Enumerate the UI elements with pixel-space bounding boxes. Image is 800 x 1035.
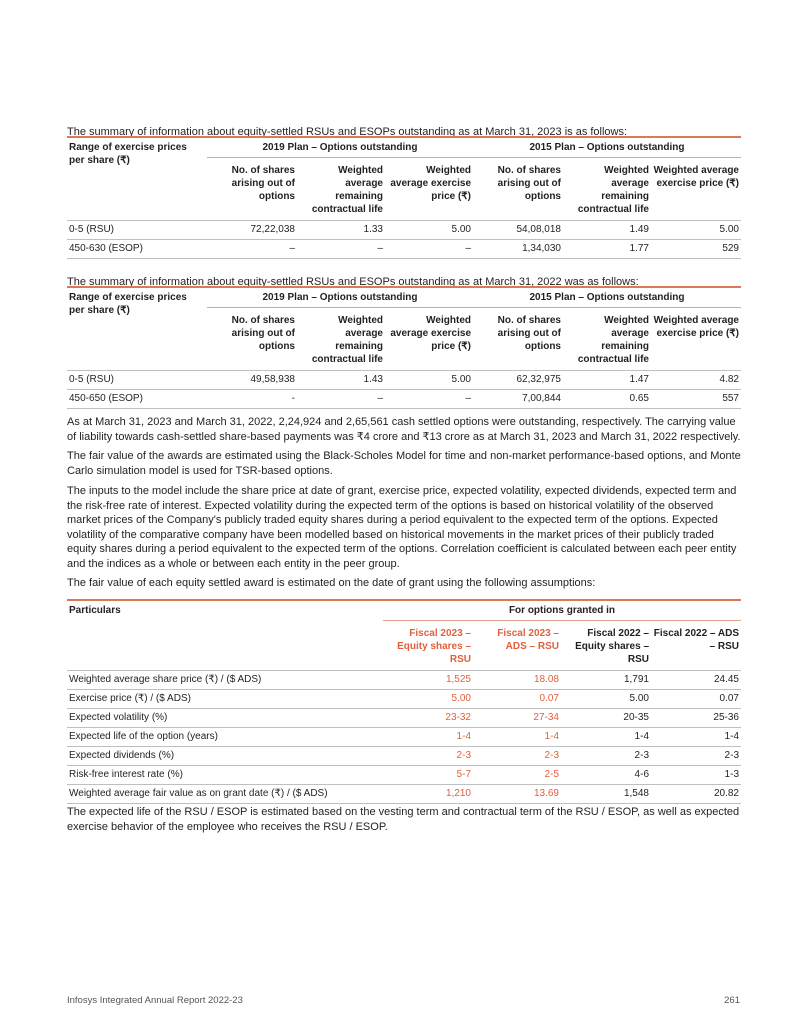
cell: 0.07 — [651, 690, 741, 709]
range-header: Range of exercise prices per share (₹) — [69, 292, 187, 316]
cell: 54,08,018 — [473, 221, 563, 240]
range-header: Range of exercise prices per share (₹) — [69, 142, 187, 166]
table-row — [67, 766, 741, 785]
col-header: No. of shares arising out of options — [497, 315, 561, 352]
cell: 5.00 — [383, 690, 473, 709]
plan-2019-header: 2019 Plan – Options outstanding — [207, 137, 473, 158]
cell: 24.45 — [651, 671, 741, 690]
cell: 25-36 — [651, 709, 741, 728]
cell: – — [297, 240, 385, 259]
cell: – — [385, 240, 473, 259]
paragraph-fair-value-model: The fair value of the awards are estimated using the Black-Scholes Model for time and non-market performance-based options, and Monte Carlo simulation model is used for TSR-based options. — [67, 450, 741, 477]
cell: – — [207, 240, 297, 259]
cell: 5.00 — [651, 221, 741, 240]
cell: 1.49 — [563, 221, 651, 240]
options-table-2022 — [67, 286, 741, 409]
col-header: Weighted average exercise price (₹) — [390, 165, 471, 202]
table-row — [67, 240, 741, 259]
plan-2019-header: 2019 Plan – Options outstanding — [207, 287, 473, 308]
cell: 27-34 — [473, 709, 561, 728]
cell: 2-3 — [473, 747, 561, 766]
intro-2022: The summary of information about equity-settled RSUs and ESOPs outstanding as at March 31, 2022 was as follows: — [67, 276, 639, 288]
col-header: Weighted average exercise price (₹) — [653, 165, 739, 189]
col-header: Weighted average remaining contractual life — [311, 165, 383, 215]
paragraph-cash-settled: As at March 31, 2023 and March 31, 2022, 2,24,924 and 2,65,561 cash settled options were outstanding, respectively. The carrying value of liability towards cash-settled share-based payments was ₹4 crore and ₹13 crore as at March 31, 2023 and March 31, 2022 respectively. — [67, 416, 741, 443]
cell: Exercise price (₹) / ($ ADS) — [67, 690, 383, 709]
cell: 5.00 — [385, 221, 473, 240]
cell: Expected dividends (%) — [67, 747, 383, 766]
cell: 0-5 (RSU) — [67, 371, 207, 390]
table-row — [67, 747, 741, 766]
cell: 1-4 — [473, 728, 561, 747]
cell: 18.08 — [473, 671, 561, 690]
cell: 20-35 — [561, 709, 651, 728]
paragraph-expected-life: The expected life of the RSU / ESOP is estimated based on the vesting term and contractual term of the RSU / ESOP, as well as expected exercise behavior of the employee who receives the RSU / ESOP. — [67, 806, 740, 833]
cell: 1.43 — [297, 371, 385, 390]
cell: 0-5 (RSU) — [67, 221, 207, 240]
col-header: Fiscal 2022 – ADS – RSU — [653, 628, 739, 652]
cell: 1-4 — [651, 728, 741, 747]
cell: 2-3 — [561, 747, 651, 766]
cell: Expected life of the option (years) — [67, 728, 383, 747]
plan-2015-header: 2015 Plan – Options outstanding — [473, 137, 741, 158]
col-header: Fiscal 2023 – Equity shares – RSU — [397, 628, 471, 665]
paragraph-assumptions-intro: The fair value of each equity settled award is estimated on the date of grant using the following assumptions: — [67, 577, 596, 589]
col-header: Fiscal 2023 – ADS – RSU — [497, 628, 559, 652]
cell: 1,525 — [383, 671, 473, 690]
cell: 23-32 — [383, 709, 473, 728]
table-row — [67, 785, 741, 804]
cell: 62,32,975 — [473, 371, 563, 390]
cell: 1,548 — [561, 785, 651, 804]
col-header: Weighted average remaining contractual life — [311, 315, 383, 365]
col-header: Weighted average exercise price (₹) — [653, 315, 739, 339]
intro-2023: The summary of information about equity-settled RSUs and ESOPs outstanding as at March 31, 2023 is as follows: — [67, 126, 628, 138]
col-header: Weighted average remaining contractual life — [577, 315, 649, 365]
col-header: Weighted average exercise price (₹) — [390, 315, 471, 352]
cell: 7,00,844 — [473, 390, 563, 409]
assumptions-table — [67, 599, 741, 804]
cell: 450-630 (ESOP) — [67, 240, 207, 259]
cell: 72,22,038 — [207, 221, 297, 240]
cell: 1,791 — [561, 671, 651, 690]
particulars-header: Particulars — [69, 605, 121, 616]
col-header: No. of shares arising out of options — [497, 165, 561, 202]
cell: Expected volatility (%) — [67, 709, 383, 728]
col-header: No. of shares arising out of options — [231, 165, 295, 202]
cell: 450-650 (ESOP) — [67, 390, 207, 409]
cell: 2-3 — [651, 747, 741, 766]
cell: 1,34,030 — [473, 240, 563, 259]
cell: 0.07 — [473, 690, 561, 709]
table-row — [67, 221, 741, 240]
cell: - — [207, 390, 297, 409]
table-row — [67, 671, 741, 690]
cell: 557 — [651, 390, 741, 409]
cell: 5.00 — [385, 371, 473, 390]
cell: Weighted average fair value as on grant date (₹) / ($ ADS) — [67, 785, 383, 804]
cell: 1-3 — [651, 766, 741, 785]
footer-report-title: Infosys Integrated Annual Report 2022-23 — [67, 995, 243, 1006]
paragraph-model-inputs: The inputs to the model include the share price at date of grant, exercise price, expected volatility, expected dividends, expected term and the risk-free rate of interest. Expected volatility during the expected term of the options is based on historical volatility of the observed market prices of the Company's publicly traded equity shares during a period equivalent to the expected term of the options. Expected volatility of the comparative company have been modelled based on historical movements in the market prices of their publicly traded equity shares during a period equivalent to the expected term of the options. Correlation coefficient is calculated between each peer entity and the indices as a whole or between each entity in the peer group. — [67, 485, 737, 570]
cell: 20.82 — [651, 785, 741, 804]
cell: 1.47 — [563, 371, 651, 390]
cell: 5-7 — [383, 766, 473, 785]
page-number: 261 — [724, 995, 740, 1006]
cell: 1.33 — [297, 221, 385, 240]
table-row — [67, 371, 741, 390]
cell: 1.77 — [563, 240, 651, 259]
options-table-2023 — [67, 136, 741, 259]
cell: 0.65 — [563, 390, 651, 409]
cell: – — [385, 390, 473, 409]
cell: 49,58,938 — [207, 371, 297, 390]
col-header: Fiscal 2022 – Equity shares – RSU — [575, 628, 649, 665]
cell: 2-5 — [473, 766, 561, 785]
col-header: No. of shares arising out of options — [231, 315, 295, 352]
options-granted-header: For options granted in — [383, 600, 741, 621]
table-row — [67, 709, 741, 728]
cell: 1-4 — [561, 728, 651, 747]
cell: 529 — [651, 240, 741, 259]
cell: 2-3 — [383, 747, 473, 766]
table-row — [67, 390, 741, 409]
cell: 4.82 — [651, 371, 741, 390]
cell: 1,210 — [383, 785, 473, 804]
cell: 5.00 — [561, 690, 651, 709]
cell: Risk-free interest rate (%) — [67, 766, 383, 785]
cell: 1-4 — [383, 728, 473, 747]
cell: 13.69 — [473, 785, 561, 804]
cell: 4-6 — [561, 766, 651, 785]
col-header: Weighted average remaining contractual life — [577, 165, 649, 215]
cell: – — [297, 390, 385, 409]
table-row — [67, 690, 741, 709]
table-row — [67, 728, 741, 747]
cell: Weighted average share price (₹) / ($ ADS) — [67, 671, 383, 690]
plan-2015-header: 2015 Plan – Options outstanding — [473, 287, 741, 308]
